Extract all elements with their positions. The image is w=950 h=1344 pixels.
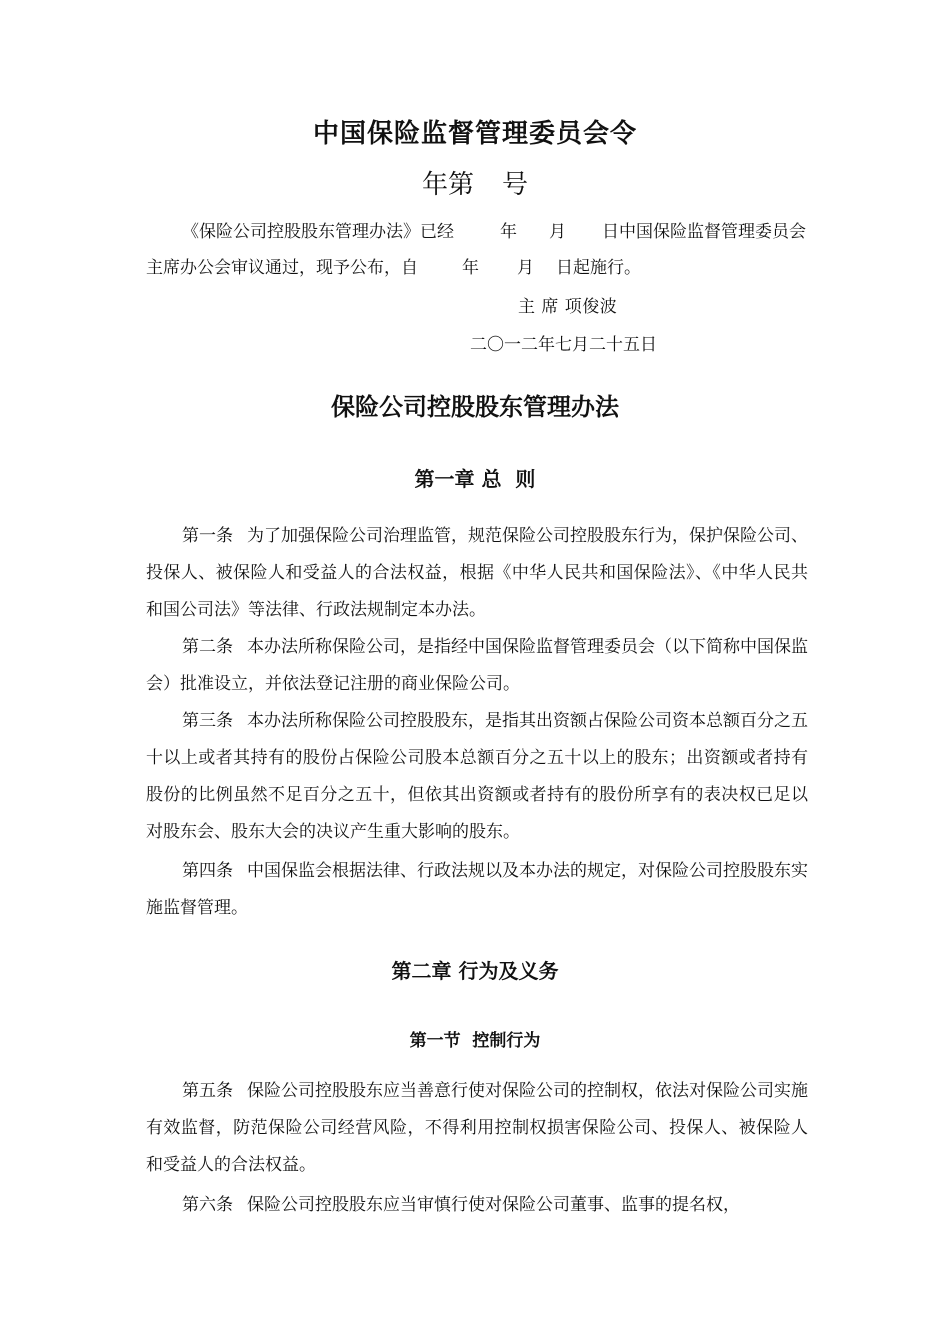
decree-text-2: 年: [500, 222, 517, 242]
article-4: [146, 853, 808, 927]
decree-number-label: 号: [502, 170, 529, 200]
decree-body: [146, 214, 806, 286]
decree-text-4: 日中国保险监督管理委员会主席办公会审议通过，现予公布，自: [146, 222, 806, 278]
article-3: [146, 703, 808, 851]
article-text: 本办法所称保险公司控股股东，是指其出资额占保险公司资本总额百分之五十以上或者其持有的股份占保险公司股本总额百分之五十以上的股东；出资额或者持有股份的比例虽然不足百分之五十，但依其出资额或者持有的股份所享有的表决权已足以对股东会、股东大会的决议产生重大影响的股东。: [146, 711, 808, 842]
article-number: 第六条: [182, 1195, 233, 1215]
decree-text-5: 年: [462, 258, 479, 278]
article-number: 第二条: [182, 637, 233, 657]
article-text: 保险公司控股股东应当善意行使对保险公司的控制权，依法对保险公司实施有效监督，防范保险公司经营风险，不得利用控制权损害保险公司、投保人、被保险人和受益人的合法权益。: [146, 1081, 808, 1175]
decree-date: 二〇一二年七月二十五日: [470, 335, 657, 355]
article-text: 中国保监会根据法律、行政法规以及本办法的规定，对保险公司控股股东实施监督管理。: [146, 861, 808, 918]
article-number: 第三条: [182, 711, 233, 731]
article-1: [146, 518, 808, 629]
article-number: 第一条: [182, 526, 233, 546]
article-text: 本办法所称保险公司，是指经中国保险监督管理委员会（以下简称中国保监会）批准设立，并依法登记注册的商业保险公司。: [146, 637, 808, 694]
decree-text-3: 月: [549, 222, 566, 242]
chapter-1-heading: 第一章 总 则: [414, 467, 536, 491]
article-text: 为了加强保险公司治理监管，规范保险公司控股股东行为，保护保险公司、投保人、被保险人和受益人的合法权益，根据《中华人民共和国保险法》、《中华人民共和国公司法》等法律、行政法规制定本办法。: [146, 526, 808, 620]
decree-text-1: 《保险公司控股股东管理办法》已经: [182, 222, 454, 242]
chapter-2-heading: 第二章 行为及义务: [391, 959, 559, 983]
article-2: [146, 629, 808, 703]
article-5: [146, 1073, 808, 1184]
section-1-heading: 第一节 控制行为: [409, 1031, 541, 1051]
decree-text-7: 日起施行。: [556, 258, 641, 278]
article-number: 第四条: [182, 861, 233, 881]
regulation-title: 保险公司控股股东管理办法: [331, 392, 619, 421]
article-6: [146, 1187, 808, 1224]
decree-text-6: 月: [517, 258, 534, 278]
decree-title: 中国保险监督管理委员会令: [312, 119, 637, 149]
article-text: 保险公司控股股东应当审慎行使对保险公司董事、监事的提名权，: [247, 1195, 740, 1215]
article-number: 第五条: [182, 1081, 233, 1101]
signatory: 主 席 项俊波: [518, 297, 618, 317]
decree-year-label: 年第: [421, 170, 474, 200]
decree-number: [0, 168, 950, 202]
